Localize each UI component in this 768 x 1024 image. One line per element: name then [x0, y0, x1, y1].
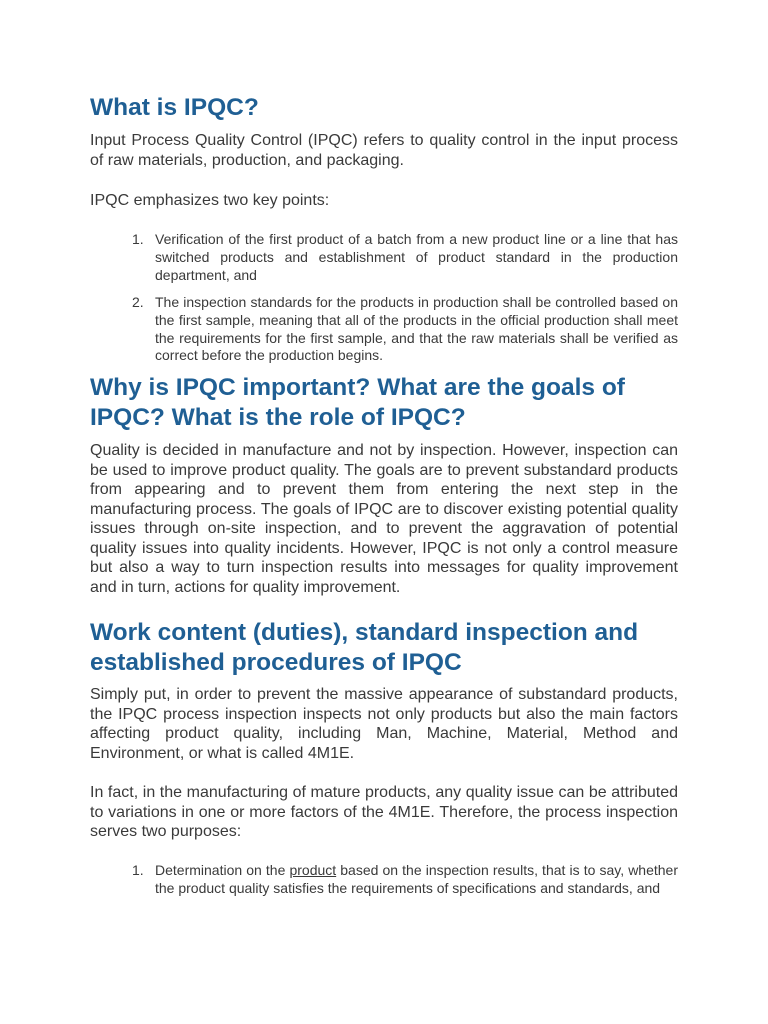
list-number: 2. [132, 294, 144, 310]
list-item-text-before: Determination on the [155, 862, 290, 878]
paragraph-key-points: IPQC emphasizes two key points: [90, 192, 330, 209]
list-item [90, 862, 678, 898]
list-item-text: The inspection standards for the products in production shall be controlled based on the first sample, meaning that all of the products in the official production shall meet the requirements for the first sample, and that the raw materials shall be verified as correct before the production begins. [155, 294, 678, 364]
paragraph-intro: Input Process Quality Control (IPQC) refers to quality control in the input process of raw materials, production, and packaging. [90, 132, 678, 169]
list-item [90, 231, 678, 284]
heading-what-is-ipqc: What is IPQC? [90, 94, 259, 121]
list-number: 1. [132, 231, 144, 247]
product-link[interactable]: product [289, 862, 337, 878]
key-points-list-continued [90, 294, 678, 365]
heading-why-ipqc-important: Why is IPQC important? What are the goals of IPQC? What is the role of IPQC? [90, 374, 625, 431]
heading-work-content: Work content (duties), standard inspection and established procedures of IPQC [90, 619, 639, 676]
list-item-text: Verification of the first product of a batch from a new product line or a line that has switched products and establishment of product standard in the production department, and [155, 231, 678, 283]
list-number: 1. [132, 862, 144, 878]
list-item-text-after: based on the inspection results, that is to say, whether the product quality satisfies the requirements of specifications and standards, and [155, 862, 679, 896]
list-item [90, 294, 678, 365]
paragraph-quality: Quality is decided in manufacture and not by inspection. However, inspection can be used to improve product quality. The goals are to prevent substandard products from appearing and to prevent them from entering the next step in the manufacturing process. The goals of IPQC are to discover existing potential quality issues through on-site inspection, and to prevent the aggravation of potential quality issues into quality incidents. However, IPQC is not only a control measure but also a way to turn inspection results into messages for quality improvement and in turn, actions for quality improvement. [90, 442, 678, 596]
paragraph-simply-put: Simply put, in order to prevent the massive appearance of substandard products, the IPQC process inspection inspects not only products but also the main factors affecting product quality, including Man, Machine, Material, Method and Environment, or what is called 4M1E. [90, 686, 678, 762]
purposes-list [90, 862, 678, 898]
paragraph-in-fact: In fact, in the manufacturing of mature products, any quality issue can be attributed to variations in one or more factors of the 4M1E. Therefore, the process inspection serves two purposes: [90, 784, 678, 840]
key-points-list [90, 231, 678, 284]
